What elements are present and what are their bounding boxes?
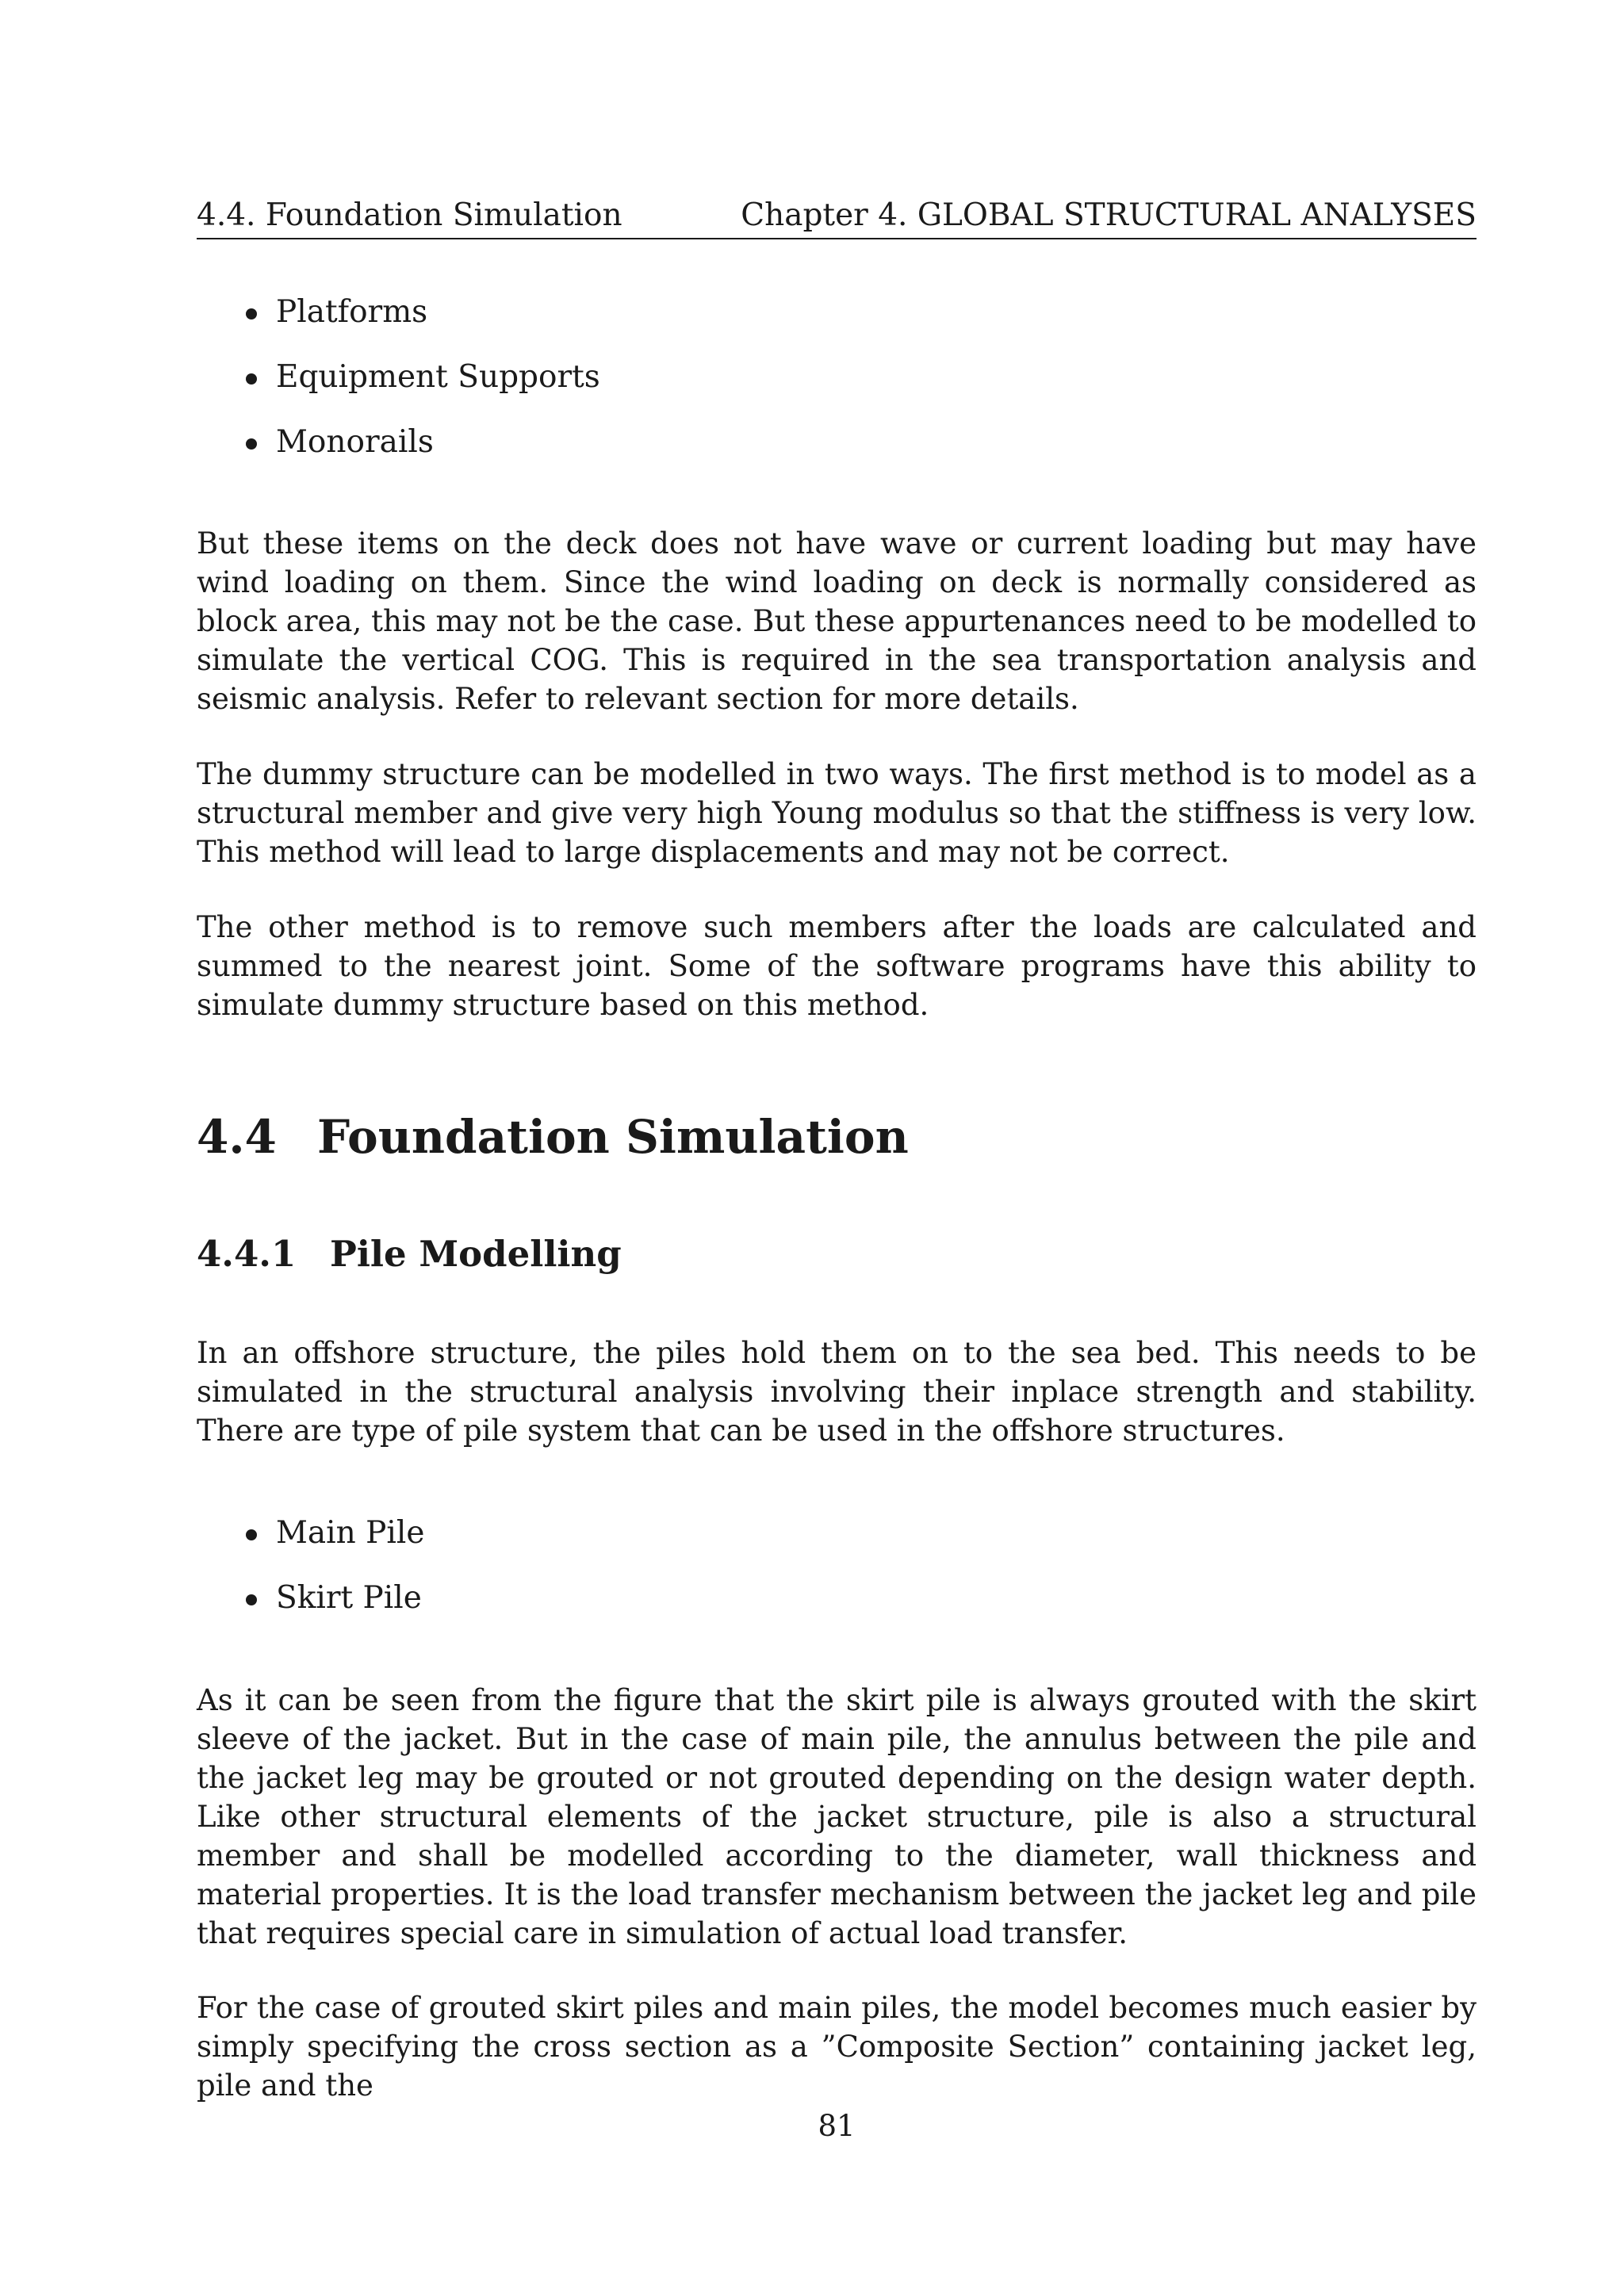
header-section-title: 4.4. Foundation Simulation <box>197 197 622 233</box>
bullet-list-pile-types <box>197 1514 1477 1644</box>
subsection-number: 4.4.1 <box>197 1233 297 1275</box>
list-item: Monorails <box>197 423 1477 488</box>
paragraph-skirt-pile: As it can be seen from the figure that the skirt pile is always grouted with the skirt sleeve of the jacket. But in the case of main pile, the annulus between the pile and the jacket leg may be grouted or not grouted depending on the design water depth. Like other structural elements of the jacket structure, pile is also a structural member and shall be modelled according to the diameter, wall thickness and material properties. It is the load transfer mechanism between the jacket leg and pile that requires special care in simulation of actual load transfer. <box>197 1683 1477 1950</box>
section-title: Foundation Simulation <box>317 1110 909 1164</box>
section-number: 4.4 <box>197 1110 277 1164</box>
list-item: Main Pile <box>197 1514 1477 1579</box>
section-heading <box>197 1109 1477 1165</box>
header-chapter-title: Chapter 4. GLOBAL STRUCTURAL ANALYSES <box>741 197 1477 233</box>
bullet-icon <box>246 1529 257 1540</box>
list-item: Skirt Pile <box>197 1579 1477 1644</box>
paragraph-pile-intro: In an offshore structure, the piles hold them on to the sea bed. This needs to be simulated in the structural analysis involving their inplace strength and stability. There are type of pile system that can be used in the offshore structures. <box>197 1336 1477 1448</box>
paragraph-dummy-structure: The dummy structure can be modelled in two ways. The first method is to model as a structural member and give very high Young modulus so that the stiffness is very low. This method will lead to large displacements and may not be correct. <box>197 757 1477 869</box>
bullet-icon <box>246 1594 257 1605</box>
running-header <box>197 193 1477 239</box>
list-item: Equipment Supports <box>197 358 1477 423</box>
bullet-icon <box>246 438 257 450</box>
bullet-list-deck-items <box>197 293 1477 488</box>
paragraph-grouted-piles: For the case of grouted skirt piles and main piles, the model becomes much easier by simply specifying the cross section as a ”Composite Section” containing jacket leg, pile and the <box>197 1991 1477 2103</box>
document-page <box>197 0 1477 2296</box>
paragraph-deck-loading: But these items on the deck does not have wave or current loading but may have wind loading on them. Since the wind loading on deck is normally considered as block area, this may not be the case. But these appurtenances need to be modelled to simulate the vertical COG. This is required in the sea transportation analysis and seismic analysis. Refer to relevant section for more details. <box>197 526 1477 716</box>
subsection-heading <box>197 1232 1477 1276</box>
bullet-icon <box>246 373 257 385</box>
bullet-icon <box>246 308 257 320</box>
list-item: Platforms <box>197 293 1477 358</box>
paragraph-other-method: The other method is to remove such members after the loads are calculated and summed to the nearest joint. Some of the software programs have this ability to simulate dummy structure based on this method. <box>197 910 1477 1022</box>
subsection-title: Pile Modelling <box>330 1233 622 1275</box>
page-number: 81 <box>818 2109 856 2143</box>
